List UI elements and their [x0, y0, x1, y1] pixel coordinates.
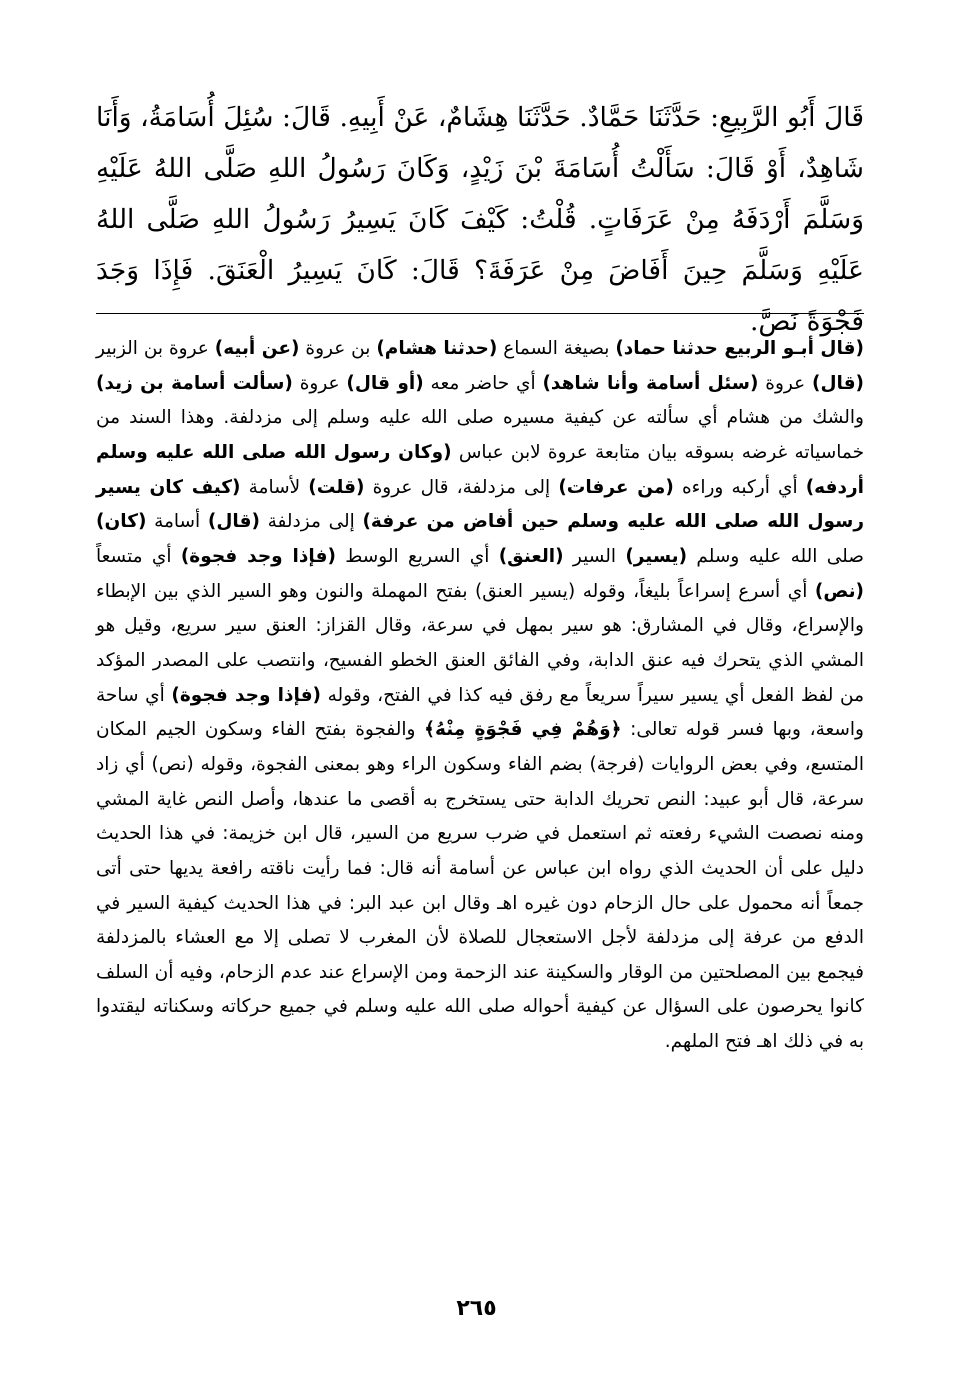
commentary-text-run: لأسامة	[240, 476, 309, 498]
commentary-block	[96, 332, 864, 1060]
commentary-text-run: أي حاضر معه	[423, 372, 543, 394]
commentary-quoted-phrase: (يسير)	[625, 545, 688, 567]
commentary-text-run: أي أركبه وراءه	[673, 476, 806, 498]
hadith-paragraph: قَالَ أَبُو الرَّبِيعِ: حَدَّثَنَا حَمَّادٌ. حَدَّثَنَا هِشَامٌ، عَنْ أَبِيهِ. قَالَ: سُئِلَ أُسَامَةُ، وَأَنَا شَاهِدٌ، أَوْ قَالَ: سَأَلْتُ أُسَامَةَ بْنَ زَيْدٍ، وَكَانَ رَسُولُ اللهِ صَلَّى اللهُ عَلَيْهِ وَسَلَّمَ أَرْدَفَهُ مِنْ عَرَفَاتٍ. قُلْتُ: كَيْفَ كَانَ يَسِيرُ رَسُولُ اللهِ صَلَّى اللهُ عَلَيْهِ وَسَلَّمَ حِينَ أَفَاضَ مِنْ عَرَفَةَ؟ قَالَ: كَانَ يَسِيرُ الْعَنَقَ. فَإِذَا وَجَدَ فَجْوَةً نَصَّ.	[96, 102, 864, 337]
commentary-text-run: أي ساحة واسعة، وبها فسر قوله تعالى:	[96, 684, 864, 741]
commentary-text-run: أي متسعاً	[96, 545, 181, 567]
hadith-text-block	[96, 92, 864, 347]
commentary-text-run: عروة	[758, 372, 812, 394]
commentary-quoted-phrase: (قال)	[811, 372, 865, 394]
commentary-quoted-phrase: (كيف كان يسير رسول الله صلى الله عليه وسلم حين أفاض من عرفة)	[96, 476, 864, 533]
commentary-text-run: السير	[563, 545, 626, 567]
commentary-quoted-phrase: (من عرفات)	[558, 476, 674, 498]
commentary-text-run: بن عروة	[299, 338, 377, 359]
commentary-text-run: والشك من هشام أي سألته عن كيفية مسيره صلى الله عليه وسلم إلى مزدلفة. وهذا السند من خماسياته غرضه بسوقه بيان متابعة عروة لابن عباس	[96, 407, 865, 463]
commentary-text-run: أي أسرع إسراعاً بليغاً، وقوله (يسير العنق) بفتح المهملة والنون وهو السير الذي بين الإبطاء والإسراع، وقال في المشارق: هو سير بمهل في سرعة، وقال القزاز: العنق سير سريع، وقيل هو المشي الذي يتحرك فيه عنق الدابة، وفي الفائق العنق الخطو الفسيح، وانتصب على المصدر المؤكد من لفظ الفعل أي يسير سيراً سريعاً مع رفق فيه كذا في الفتح، وقوله	[96, 580, 865, 706]
footnote-divider	[96, 313, 864, 314]
commentary-paragraph	[96, 332, 864, 1060]
commentary-quoted-phrase: (حدثنا هشام)	[376, 338, 498, 359]
commentary-quoted-phrase: (عن أبيه)	[214, 338, 300, 359]
commentary-text-run: عروة بن الزبير	[96, 338, 215, 359]
commentary-quoted-phrase: (وكان رسول الله صلى الله عليه وسلم أردفه)	[96, 441, 864, 498]
commentary-text-run: والفجوة بفتح الفاء وسكون الجيم المكان المتسع، وفي بعض الروايات (فرجة) بضم الفاء وسكون الراء وهو بمعنى الفجوة، وقوله (نص) أي زاد سرعة، قال أبو عبيد: النص تحريك الدابة حتى يستخرج به أقصى ما عندها، وأصل النص غاية المشي ومنه نصصت الشيء رفعته ثم استعمل في ضرب سريع من السير، قال ابن خزيمة: في هذا الحديث دليل على أن الحديث الذي رواه ابن عباس عن أسامة أنه قال: فما رأيت ناقته رافعة يديها حتى أتى جمعاً أنه محمول على حال الزحام دون غيره اهـ وقال ابن عبد البر: في هذا الحديث كيفية السير في الدفع من عرفة إلى مزدلفة لأجل الاستعجال للصلاة لأن المغرب لا تصلى إلا مع العشاء بالمزدلفة فيجمع بين المصلحتين من الوقار والسكينة عند الزحمة ومن الإسراع عند عدم الزحام، وفيه أن السلف كانوا يحرصون على السؤال عن كيفية أحواله صلى الله عليه وسلم في جميع حركاته وسكناته ليقتدوا به في ذلك اهـ فتح الملهم.	[96, 719, 864, 1053]
commentary-text-run: بصيغة السماع	[497, 338, 616, 359]
commentary-quoted-phrase: (قال)	[207, 511, 260, 533]
commentary-text-run: عروة	[292, 372, 347, 394]
commentary-text-run: أسامة	[146, 511, 208, 533]
commentary-quoted-phrase: (نص)	[814, 580, 864, 602]
page-number: ٢٦٥	[456, 1296, 497, 1321]
commentary-quoted-phrase: (العنق)	[498, 545, 564, 567]
commentary-text-run: صلى الله عليه وسلم	[687, 545, 864, 567]
commentary-text-run: إلى مزدلفة، قال عروة	[364, 476, 559, 498]
commentary-quoted-phrase: (كان)	[96, 511, 147, 533]
commentary-quoted-phrase: (فإذا وجد فجوة)	[180, 545, 336, 567]
commentary-quoted-phrase: ﴿وَهُمْ فِي فَجْوَةٍ مِنْهُ﴾	[424, 719, 622, 741]
commentary-quoted-phrase: (سئل أسامة وأنا شاهد)	[542, 372, 759, 394]
commentary-quoted-phrase: (فإذا وجد فجوة)	[171, 684, 322, 706]
commentary-quoted-phrase: (أو قال)	[346, 372, 424, 394]
commentary-quoted-phrase: (قلت)	[308, 476, 365, 498]
commentary-quoted-phrase: (سألت أسامة بن زيد)	[96, 372, 293, 394]
commentary-text-run: إلى مزدلفة	[259, 511, 363, 533]
commentary-quoted-phrase: (قال أبـو الربيع حدثنا حماد)	[615, 338, 864, 359]
commentary-text-run: أي السريع الوسط	[335, 545, 499, 567]
